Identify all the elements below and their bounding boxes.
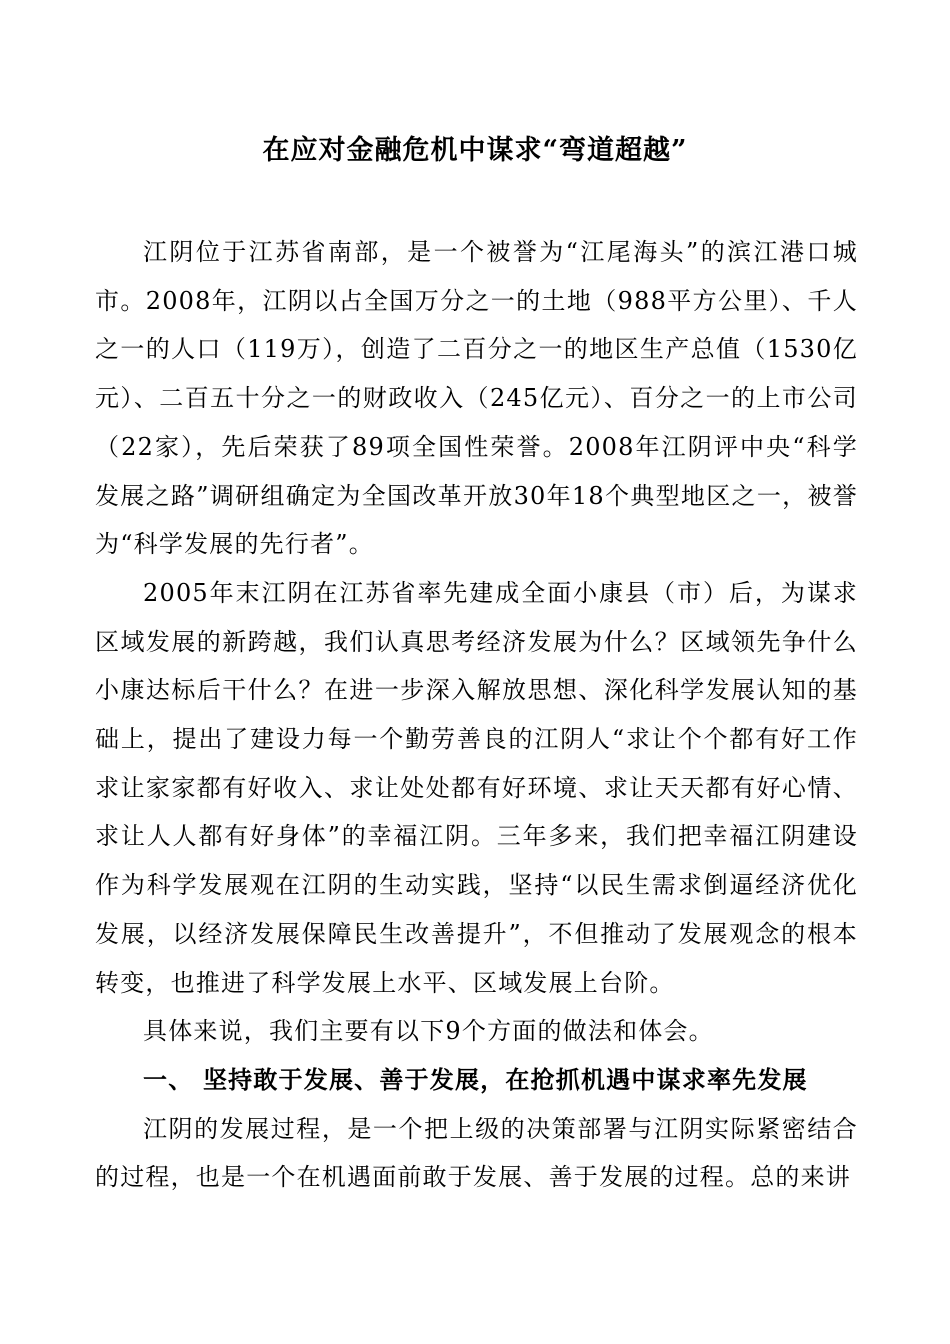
document-title: 在应对金融危机中谋求“弯道超越” — [262, 135, 688, 166]
paragraph-intro: 江阴位于江苏省南部，是一个被誉为“江尾海头”的滨江港口城市。2008年，江阴以占全国万分之一的土地（988平方公里）、千人之一的人口（119万），创造了二百分之一的地区生产总值（1530亿元）、二百五十分之一的财政收入（245亿元）、百分之一的上市公司（22家），先后荣获了89项全国性荣誉。2008年江阴评中央“科学发展之路”调研组确定为全国改革开放30年18个典型地区之一，被誉为“科学发展的先行者”。 — [95, 238, 858, 559]
paragraph-happy-jiangyin: 2005年末江阴在江苏省率先建成全面小康县（市）后，为谋求区域发展的新跨越，我们认真思考经济发展为什么？区域领先争什么小康达标后干什么？在进一步深入解放思想、深化科学发展认知的基础上，提出了建设力每一个勤劳善良的江阴人“求让个个都有好工作求让家家都有好收入、求让处处都有好环境、求让天天都有好心情、求让人人都有好身体”的幸福江阴。三年多来，我们把幸福江阴建设作为科学发展观在江阴的生动实践，坚持“以民生需求倒逼经济优化发展，以经济发展保障民生改善提升”，不但推动了发展观念的根本转变，也推进了科学发展上水平、区域发展上台阶。 — [95, 578, 858, 997]
paragraph-summary: 具体来说，我们主要有以下9个方面的做法和体会。 — [143, 1017, 714, 1046]
paragraph-section-one: 江阴的发展过程，是一个把上级的决策部署与江阴实际紧密结合的过程，也是一个在机遇面前敢于发展、善于发展的过程。总的来讲 — [95, 1114, 858, 1192]
section-heading: 一、 坚持敢于发展、善于发展，在抢抓机遇中谋求率先发展 — [143, 1064, 808, 1094]
document-body — [95, 228, 858, 1202]
